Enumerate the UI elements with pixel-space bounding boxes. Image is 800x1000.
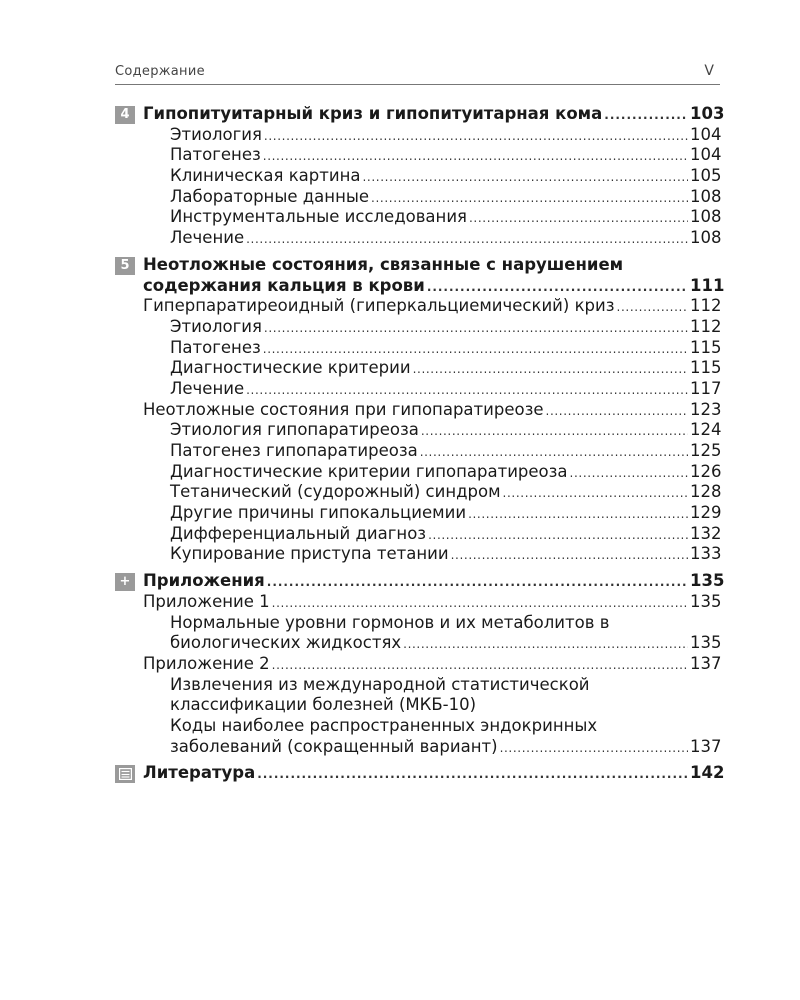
dot-leader bbox=[421, 420, 688, 442]
toc-subsection-entry bbox=[115, 737, 720, 758]
toc-entry-title: Лечение bbox=[170, 378, 245, 398]
toc-page-number: 104 bbox=[690, 124, 722, 144]
running-header bbox=[115, 62, 720, 85]
toc-subsection-entry bbox=[115, 317, 720, 338]
toc-subsection-entry bbox=[115, 166, 720, 187]
toc-entry-title: Лечение bbox=[170, 228, 245, 248]
toc-entry-title: Купирование приступа тетании bbox=[170, 544, 449, 564]
toc-entry-title: Диагностические критерии гипопаратиреоза bbox=[170, 461, 568, 481]
toc-entry-title: Коды наиболее распространенных эндокринных bbox=[170, 715, 598, 735]
toc-entry-title: Извлечения из международной статистической bbox=[170, 674, 590, 694]
dot-leader bbox=[267, 571, 688, 593]
dot-leader bbox=[264, 317, 688, 339]
toc-entry-title: Клиническая картина bbox=[170, 166, 361, 186]
toc-subsection-entry bbox=[115, 187, 720, 208]
toc-page-number: 105 bbox=[690, 166, 722, 186]
toc-page-number: 111 bbox=[690, 275, 725, 295]
toc-entry-title: Этиология bbox=[170, 124, 262, 144]
toc-subsection-entry bbox=[115, 633, 720, 654]
chapter-number-badge: + bbox=[115, 573, 135, 591]
toc-subsection-entry bbox=[115, 544, 720, 565]
toc-entry-title: Диагностические критерии bbox=[170, 358, 411, 378]
toc-page-number: 133 bbox=[690, 544, 722, 564]
toc-page-number: 115 bbox=[690, 358, 722, 378]
toc-page-number: 129 bbox=[690, 503, 722, 523]
dot-leader bbox=[413, 358, 688, 380]
dot-leader bbox=[604, 104, 688, 126]
dot-leader bbox=[272, 592, 688, 614]
toc-subsection-entry bbox=[115, 695, 720, 716]
dot-leader bbox=[263, 338, 688, 360]
toc-page-number: 108 bbox=[690, 186, 722, 206]
toc-page-number: 112 bbox=[690, 296, 722, 316]
toc-entry-title: Приложение 1 bbox=[143, 591, 270, 611]
toc-subsection-entry bbox=[115, 462, 720, 483]
dot-leader bbox=[546, 400, 688, 422]
toc-page-number: 125 bbox=[690, 441, 722, 460]
toc-entry-title: Приложения bbox=[143, 571, 265, 591]
toc-section-entry bbox=[115, 400, 720, 421]
toc-subsection-entry bbox=[115, 379, 720, 400]
toc-entry-title: Дифференциальный диагноз bbox=[170, 523, 427, 543]
dot-leader bbox=[469, 207, 688, 229]
toc-entry-title: Гиперпаратиреоидный (гиперкальциемический) криз bbox=[143, 296, 615, 316]
toc-entry-title: Патогенез bbox=[170, 145, 261, 165]
toc-chapter-entry bbox=[115, 275, 725, 297]
dot-leader bbox=[451, 544, 688, 566]
toc-page-number: 142 bbox=[690, 763, 725, 783]
toc-page-number: 117 bbox=[690, 378, 722, 398]
toc-entry-title: Литература bbox=[143, 763, 256, 783]
dot-leader bbox=[246, 379, 688, 401]
dot-leader bbox=[363, 166, 689, 188]
dot-leader bbox=[617, 296, 688, 318]
toc-subsection-entry bbox=[115, 338, 720, 359]
toc-subsection-entry bbox=[115, 207, 720, 228]
toc-subsection-entry bbox=[115, 441, 720, 462]
book-icon bbox=[115, 765, 135, 783]
dot-leader bbox=[371, 187, 688, 209]
header-title: Содержание bbox=[115, 64, 205, 79]
toc-subsection-entry bbox=[115, 503, 720, 524]
toc-page-number: 135 bbox=[690, 591, 722, 611]
toc-entry-title: Этиология bbox=[170, 316, 262, 336]
toc-entry-title: заболеваний (сокращенный вариант) bbox=[170, 736, 498, 756]
toc-entry-title: Лабораторные данные bbox=[170, 186, 370, 206]
dot-leader bbox=[246, 228, 688, 250]
toc-entry-title: Неотложные состояния при гипопаратиреозе bbox=[143, 399, 544, 419]
toc-page-number: 132 bbox=[690, 523, 722, 543]
toc-page-number: 124 bbox=[690, 420, 722, 440]
toc-section-entry bbox=[115, 654, 720, 675]
toc-page-number: 115 bbox=[690, 337, 722, 357]
dot-leader bbox=[272, 654, 688, 676]
toc-page-number: 137 bbox=[690, 653, 722, 673]
toc-entry-title: Патогенез гипопаратиреоза bbox=[170, 441, 418, 460]
toc-section-entry bbox=[115, 296, 720, 317]
toc-entry-title: Приложение 2 bbox=[143, 653, 270, 673]
toc-subsection-entry bbox=[115, 613, 720, 634]
toc-entry-title: Гипопитуитарный криз и гипопитуитарная кома bbox=[143, 104, 603, 123]
dot-leader bbox=[503, 482, 688, 504]
dot-leader bbox=[420, 441, 688, 463]
toc-page-number: 137 bbox=[690, 736, 722, 756]
toc-subsection-entry bbox=[115, 228, 720, 249]
toc-chapter-entry bbox=[115, 763, 725, 784]
toc-subsection-entry bbox=[115, 145, 720, 166]
toc-entry-title: Тетанический (судорожный) синдром bbox=[170, 482, 501, 502]
toc-page-number: 123 bbox=[690, 399, 722, 419]
toc-subsection-entry bbox=[115, 675, 720, 696]
chapter-number-badge: 5 bbox=[115, 257, 135, 275]
toc-subsection-entry bbox=[115, 524, 720, 545]
dot-leader bbox=[403, 633, 688, 655]
toc-entry-title: Патогенез bbox=[170, 337, 261, 357]
toc-entry-title: Этиология гипопаратиреоза bbox=[170, 420, 419, 440]
dot-leader bbox=[427, 276, 688, 298]
toc-page-number: 103 bbox=[690, 104, 725, 123]
toc-page-number: 135 bbox=[690, 633, 722, 653]
toc-chapter-entry bbox=[115, 571, 725, 592]
dot-leader bbox=[468, 503, 688, 525]
toc-chapter-entry bbox=[115, 255, 720, 276]
dot-leader bbox=[264, 125, 688, 147]
toc-entry-title: Неотложные состояния, связанные с нарушением bbox=[143, 254, 624, 274]
dot-leader bbox=[570, 462, 688, 484]
toc-section-entry bbox=[115, 592, 720, 613]
toc-entry-title: биологических жидкостях bbox=[170, 633, 402, 653]
toc-subsection-entry bbox=[115, 125, 720, 146]
toc-subsection-entry bbox=[115, 358, 720, 379]
toc-entry-title: содержания кальция в крови bbox=[143, 275, 425, 295]
toc-subsection-entry bbox=[115, 420, 720, 441]
toc-entry-title: классификации болезней (МКБ-10) bbox=[170, 695, 477, 715]
table-of-contents bbox=[115, 104, 725, 784]
dot-leader bbox=[500, 737, 688, 759]
toc-page-number: 108 bbox=[690, 228, 722, 248]
toc-subsection-entry bbox=[115, 716, 720, 737]
toc-page-number: 112 bbox=[690, 316, 722, 336]
toc-entry-title: Инструментальные исследования bbox=[170, 207, 467, 227]
dot-leader bbox=[428, 524, 688, 546]
toc-entry-title: Другие причины гипокальциемии bbox=[170, 503, 467, 523]
toc-chapter-entry bbox=[115, 104, 725, 125]
dot-leader bbox=[263, 145, 688, 167]
toc-entry-title: Нормальные уровни гормонов и их метаболитов в bbox=[170, 612, 610, 632]
dot-leader bbox=[257, 763, 688, 785]
chapter-number-badge: 4 bbox=[115, 106, 135, 124]
toc-page-number: 126 bbox=[690, 461, 722, 481]
header-page-number: V bbox=[704, 63, 714, 79]
toc-page-number: 108 bbox=[690, 207, 722, 227]
toc-page-number: 135 bbox=[690, 571, 725, 591]
toc-page-number: 128 bbox=[690, 482, 722, 502]
toc-subsection-entry bbox=[115, 482, 720, 503]
toc-page-number: 104 bbox=[690, 145, 722, 165]
